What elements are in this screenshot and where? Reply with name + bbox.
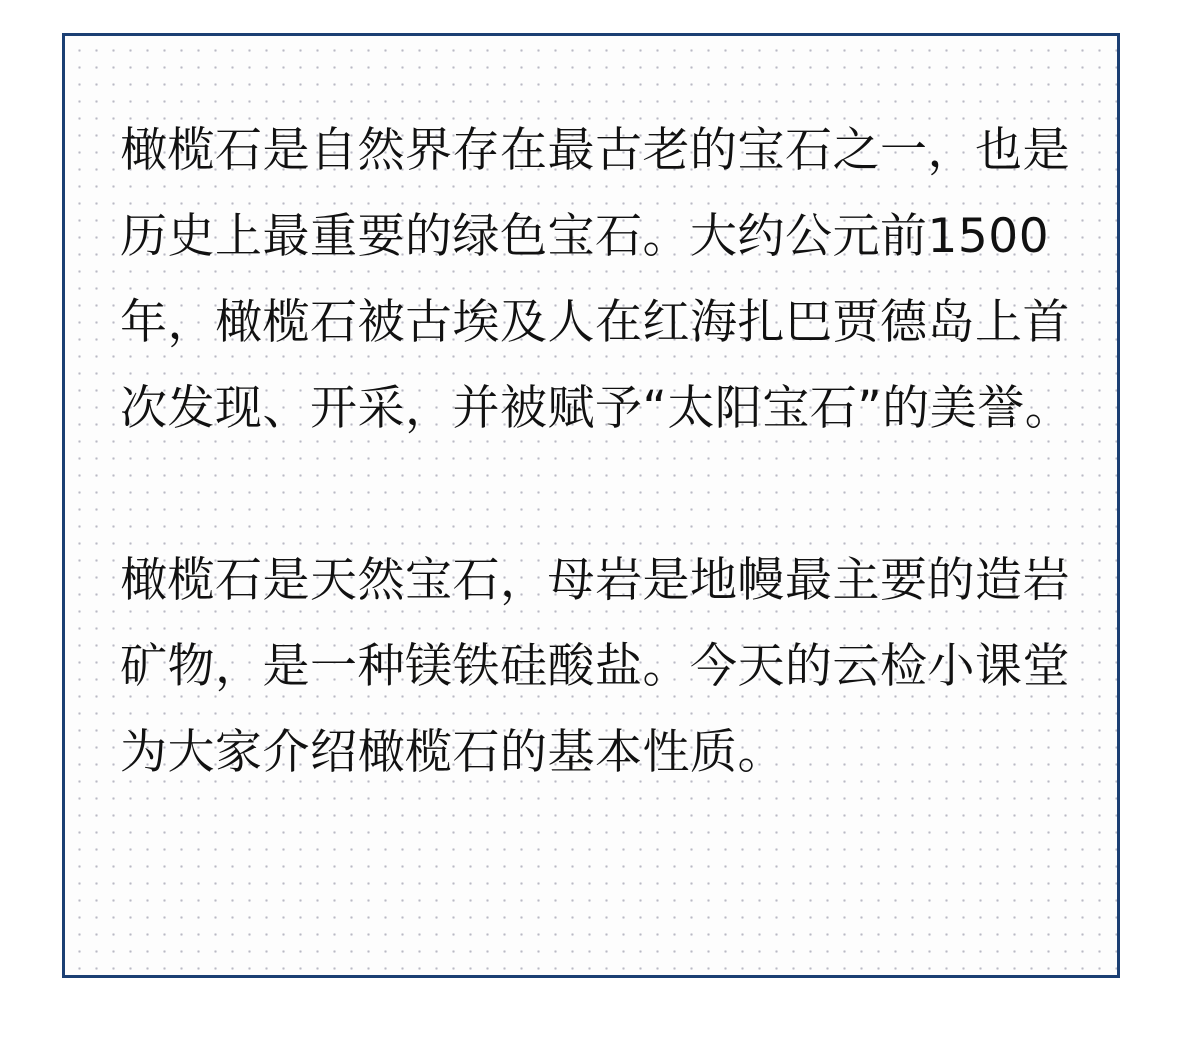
paragraph-1: 橄榄石是自然界存在最古老的宝石之一，也是历史上最重要的绿色宝石。大约公元前1500年，橄榄石被古埃及人在红海扎巴贾德岛上首次发现、开采，并被赋予“太阳宝石”的美誉。 [120,123,1073,436]
note-card [62,33,1120,978]
paragraph-2: 橄榄石是天然宝石，母岩是地幔最主要的造岩矿物，是一种镁铁硅酸盐。今天的云检小课堂为大家介绍橄榄石的基本性质。 [120,553,1070,780]
note-body [120,108,1077,796]
